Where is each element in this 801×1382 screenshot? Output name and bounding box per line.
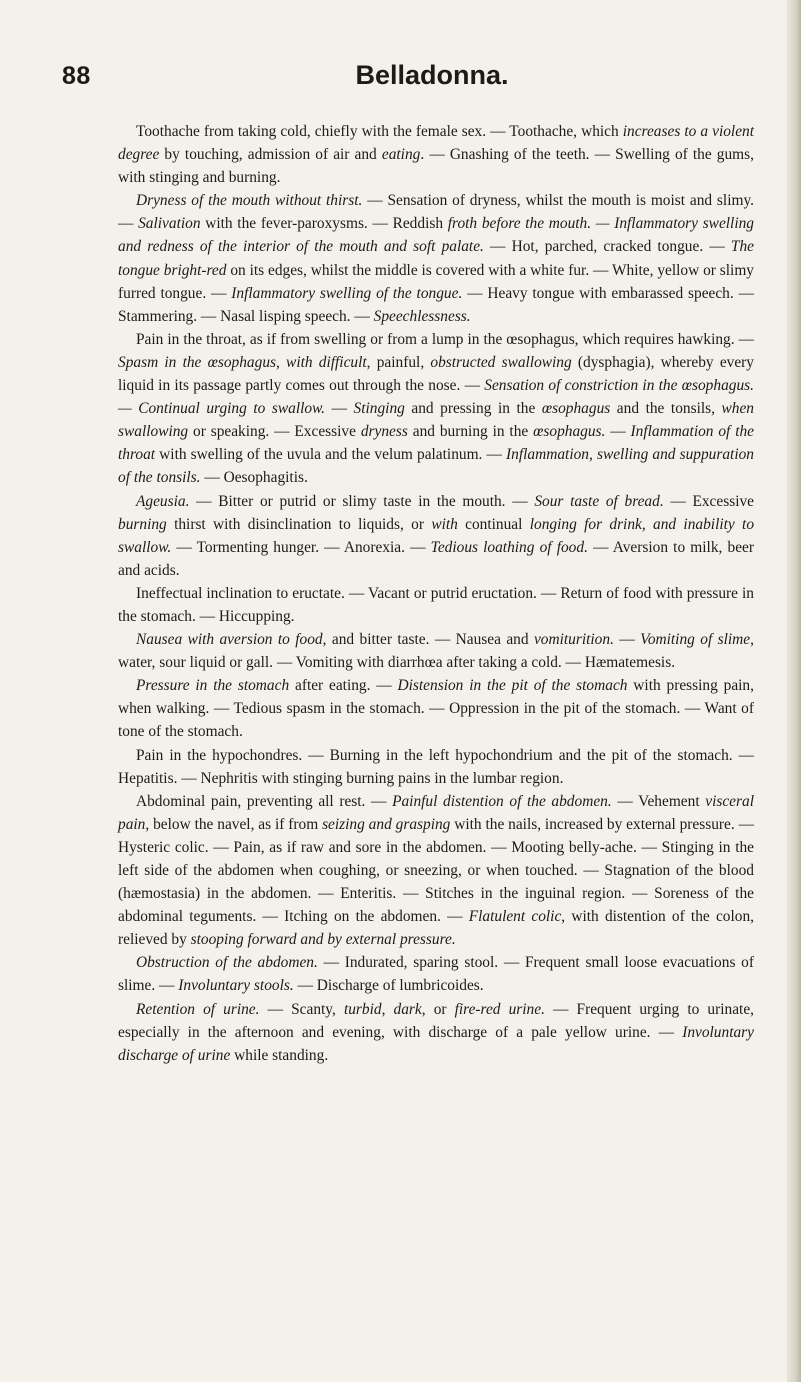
text-run: while standing. bbox=[230, 1046, 329, 1064]
text-run: and pressing in the bbox=[404, 400, 542, 418]
italic-text: dryness bbox=[360, 423, 408, 441]
text-run: continual bbox=[457, 515, 530, 533]
text-run: — Heavy tongue with embarassed speech. — Stammering. — Nasal lisping speech. — bbox=[118, 284, 754, 325]
italic-text: turbid bbox=[343, 1000, 382, 1018]
text-run: (dysphagia), whereby every liquid in its passage partly comes out through the nose. — bbox=[118, 353, 754, 395]
text-run: with pressing pain, when walking. — Tedious spasm in the stomach. — Oppression in the pit of the stomach. — Want of tone of the stomach. bbox=[118, 677, 754, 741]
text-run: Abdominal pain, preventing all rest. — bbox=[136, 792, 393, 810]
italic-text: Obstruction of the abdomen. bbox=[136, 954, 318, 972]
text-run: — Tormenting hunger. — Anorexia. — bbox=[171, 538, 431, 556]
text-run: on its edges, whilst the middle is covered with a white fur. — White, yellow or slimy furred tongue. — bbox=[118, 261, 754, 302]
italic-text: Inflammation of the throat bbox=[118, 423, 755, 464]
italic-text: increases to a violent degree bbox=[118, 123, 754, 164]
italic-text: Retention of urine. bbox=[136, 1000, 260, 1018]
text-run: with the nails, increased by external pressure. — Hysteric colic. — Pain, as if raw and sore in the abdomen. — Mooting belly-ache. — Stinging in the left side of the abdomen when coughing, or sneezing, or when touched. — Stagnation of the blood (hæmostasia) in the abdomen. — Enteritis. — Stitches in the inguinal region. — Soreness of the abdominal teguments. — Itching on the abdomen. — bbox=[118, 815, 754, 926]
text-run: — Excessive bbox=[663, 492, 754, 510]
text-run: , bbox=[381, 1000, 394, 1018]
text-run: and burning in the bbox=[407, 423, 534, 441]
italic-text: Involuntary discharge of urine bbox=[118, 1023, 754, 1064]
italic-text: Sour taste of bread. bbox=[534, 492, 664, 510]
italic-text: visceral pain bbox=[118, 792, 754, 833]
italic-text: obstructed swallowing bbox=[430, 353, 572, 371]
text-run: — Aversion to milk, beer and acids. bbox=[118, 538, 754, 579]
text-run: Pain in the throat, as if from swelling or from a lump in the œsophagus, which requires hawking. — bbox=[136, 330, 754, 348]
text-run: — Vehement bbox=[611, 792, 706, 810]
text-run: — Discharge of lumbricoides. bbox=[293, 977, 484, 995]
italic-text: dark bbox=[393, 1000, 422, 1018]
text-run: — Hot, parched, cracked tongue. — bbox=[483, 238, 731, 256]
italic-text: Stinging bbox=[353, 400, 405, 418]
italic-text: Nausea with aversion to food bbox=[136, 631, 323, 649]
italic-text: Sensation of constriction in the œsophagus. — Continual urging to swallow. bbox=[118, 377, 754, 418]
text-run: . — Gnashing of the teeth. — Swelling of the gums, with stinging and burning. bbox=[118, 146, 754, 187]
text-run: — Indurated, sparing stool. — Frequent small loose evacuations of slime. — bbox=[118, 954, 755, 995]
text-run: thirst with disinclination to liquids, or bbox=[166, 515, 432, 533]
body-text bbox=[118, 120, 754, 1067]
italic-text: Inflammatory swelling of the tongue. bbox=[231, 284, 463, 302]
text-run: , or bbox=[421, 1000, 455, 1018]
text-run: — bbox=[325, 400, 354, 418]
italic-text: seizing and grasping bbox=[322, 815, 451, 833]
italic-text: Inflammation, swelling and suppuration of the tonsils. bbox=[118, 446, 754, 487]
italic-text: Dryness of the mouth without thirst. bbox=[136, 192, 363, 210]
italic-text: Salivation bbox=[138, 215, 201, 233]
text-run: — bbox=[605, 423, 631, 441]
italic-text: Painful distention of the abdomen. bbox=[392, 792, 612, 810]
italic-text: Flatulent colic bbox=[468, 908, 562, 926]
italic-text: œsophagus. bbox=[533, 423, 606, 441]
text-run: after eating. — bbox=[289, 677, 398, 695]
italic-text: fire-red urine. bbox=[454, 1000, 545, 1018]
italic-text: Tedious loathing of food. bbox=[430, 538, 588, 556]
paragraph bbox=[118, 189, 754, 328]
text-run: , painful, bbox=[366, 353, 431, 371]
italic-text: Pressure in the stomach bbox=[136, 677, 290, 695]
italic-text: longing for drink, and inability to swallow. bbox=[118, 515, 755, 556]
text-run: , and bitter taste. — Nausea and bbox=[322, 631, 534, 649]
italic-text: Speechlessness. bbox=[373, 307, 471, 325]
paragraph bbox=[118, 120, 754, 189]
italic-text: œsophagus bbox=[541, 400, 611, 418]
running-title: Belladonna. bbox=[355, 60, 509, 90]
text-run: and the tonsils, bbox=[610, 400, 722, 418]
page-number: 88 bbox=[62, 62, 91, 90]
italic-text: Ageusia. bbox=[136, 492, 190, 510]
italic-text: Involuntary stools. bbox=[178, 977, 294, 995]
paragraph bbox=[118, 490, 754, 582]
text-run: with the fever-paroxysms. — Reddish bbox=[200, 215, 448, 233]
text-run: — Bitter or putrid or slimy taste in the mouth. — bbox=[189, 492, 535, 510]
paragraph bbox=[118, 744, 754, 790]
paragraph bbox=[118, 328, 754, 490]
italic-text: The tongue bright-red bbox=[118, 238, 754, 279]
paragraph bbox=[118, 998, 754, 1067]
italic-text: Distension in the pit of the stomach bbox=[397, 677, 628, 695]
italic-text: eating bbox=[381, 146, 421, 164]
page-header bbox=[62, 56, 762, 96]
paragraph bbox=[118, 674, 754, 743]
text-run: , below the navel, as if from bbox=[145, 815, 323, 833]
italic-text: froth before the mouth. — Inflammatory swelling and redness of the interior of the mouth and soft palate. bbox=[118, 215, 754, 256]
text-run: Ineffectual inclination to eructate. — Vacant or putrid eructation. — Return of food with pressure in the stomach. — Hiccupping. bbox=[118, 584, 754, 625]
text-run: with swelling of the uvula and the velum palatinum. — bbox=[155, 446, 507, 464]
text-run: — Scanty, bbox=[259, 1000, 344, 1018]
italic-text: stooping forward and by external pressure. bbox=[190, 931, 456, 949]
page-edge bbox=[787, 0, 801, 1382]
paragraph bbox=[118, 582, 754, 628]
text-run: , with distention of the colon, relieved by bbox=[118, 908, 754, 949]
text-run: — Oesophagitis. bbox=[200, 469, 308, 487]
text-run: — Sensation of dryness, whilst the mouth is moist and slimy. — bbox=[118, 192, 754, 233]
text-run: by touching, admission of air and bbox=[159, 146, 382, 164]
paragraph bbox=[118, 951, 754, 997]
text-run: Toothache from taking cold, chiefly with the female sex. — Toothache, which bbox=[136, 123, 623, 140]
italic-text: with bbox=[431, 515, 458, 533]
italic-text: burning bbox=[118, 515, 167, 533]
paragraph bbox=[118, 628, 754, 674]
italic-text: Vomiting of slime bbox=[640, 631, 751, 649]
paragraph bbox=[118, 790, 754, 952]
italic-text: Spasm in the œsophagus, with difficult bbox=[118, 353, 367, 371]
text-run: — bbox=[613, 631, 641, 649]
italic-text: vomiturition. bbox=[533, 631, 614, 649]
text-run: , water, sour liquid or gall. — Vomiting with diarrhœa after taking a cold. — Hæmatemesis. bbox=[118, 631, 754, 672]
italic-text: when swallowing bbox=[118, 400, 755, 441]
text-run: Pain in the hypochondres. — Burning in the left hypochondrium and the pit of the stomach. — Hepatitis. — Nephritis with stinging burning pains in the lumbar region. bbox=[118, 746, 754, 787]
text-run: — Frequent urging to urinate, especially in the afternoon and evening, with discharge of a pale yellow urine. — bbox=[118, 1000, 754, 1041]
text-run: or speaking. — Excessive bbox=[188, 423, 361, 441]
